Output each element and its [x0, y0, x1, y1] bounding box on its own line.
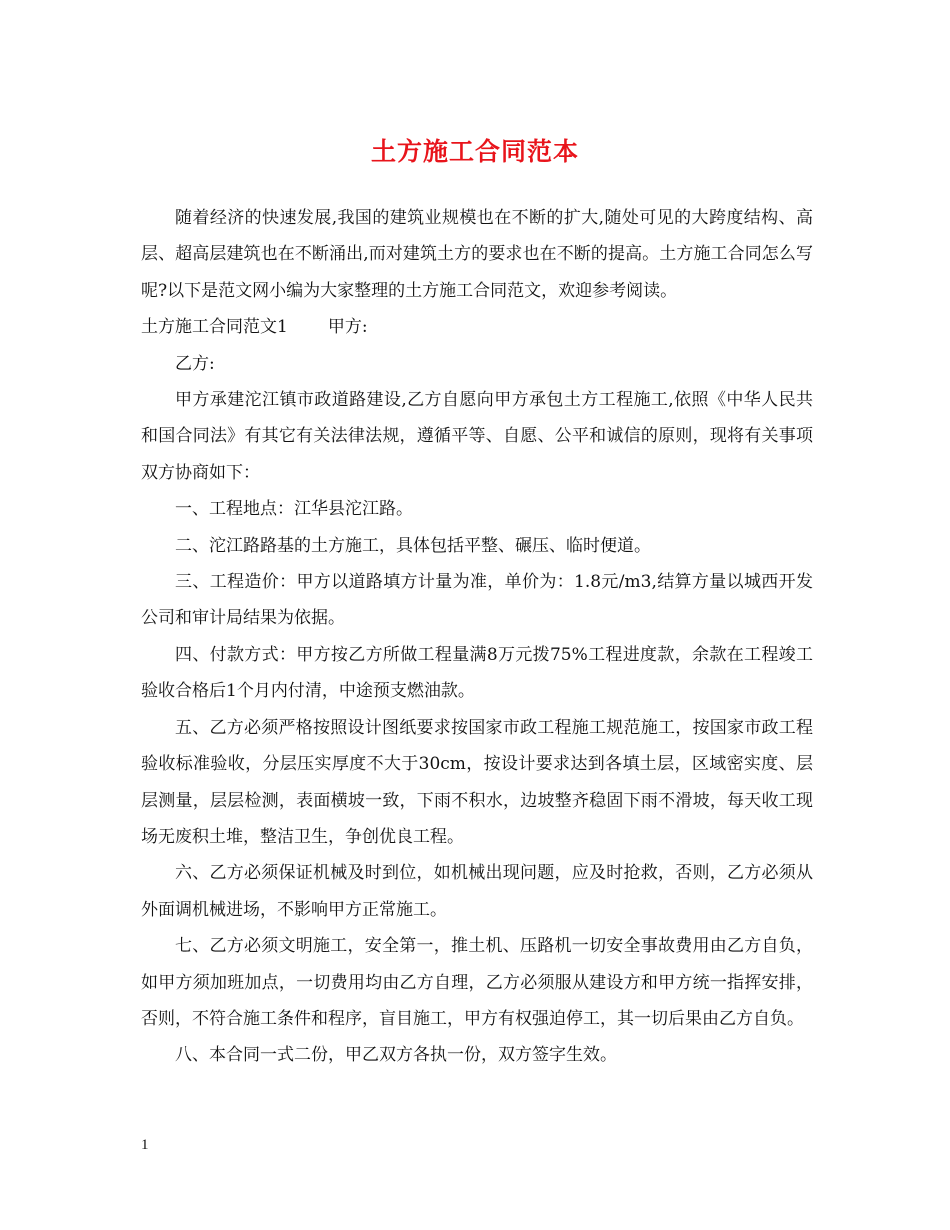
clause-2: 二、沱江路路基的土方施工，具体包括平整、碾压、临时便道。 — [175, 535, 651, 556]
party-a-label: 甲方: — [327, 317, 368, 338]
page-number: 1 — [141, 1137, 149, 1153]
clause-4: 四、付款方式：甲方按乙方所做工程量满8万元拨75%工程进度款，余款在工程竣工验收合格后1个月内付清，中途预支燃油款。 — [141, 644, 813, 702]
clause-6: 六、乙方必须保证机械及时到位，如机械出现问题，应及时抢救，否则，乙方必须从外面调机械进场，不影响甲方正常施工。 — [141, 863, 813, 920]
preamble-paragraph: 甲方承建沱江镇市政道路建设,乙方自愿向甲方承包土方工程施工,依照《中华人民共和国合同法》有其它有关法律法规，遵循平等、自愿、公平和诚信的原则，现将有关事项双方协商如下： — [141, 390, 813, 483]
sample-heading-line — [141, 309, 813, 345]
clause-8: 八、本合同一式二份，甲乙双方各执一份，双方签字生效。 — [175, 1045, 617, 1066]
document-title: 土方施工合同范本 — [370, 137, 579, 166]
clause-7: 七、乙方必须文明施工，安全第一，推土机、压路机一切安全事故费用由乙方自负，如甲方须加班加点，一切费用均由乙方自理，乙方必须服从建设方和甲方统一指挥安排，否则，不符合施工条件和程序，盲目施工，甲方有权强迫停工，其一切后果由乙方自负。 — [141, 936, 813, 1029]
clause-1: 一、工程地点：江华县沱江路。 — [175, 499, 413, 520]
clause-3: 三、工程造价：甲方以道路填方计量为准，单价为：1.8元/m3,结算方量以城西开发公司和审计局结果为依据。 — [141, 572, 813, 629]
party-b-label: 乙方: — [175, 353, 215, 374]
clause-5: 五、乙方必须严格按照设计图纸要求按国家市政工程施工规范施工，按国家市政工程验收标准验收，分层压实厚度不大于30cm，按设计要求达到各填土层，区域密实度、层层测量，层层检测，表面横坡一致，下雨不积水，边坡整齐稳固下雨不滑坡，每天收工现场无废积土堆，整洁卫生，争创优良工程。 — [141, 717, 813, 847]
sample-heading: 土方施工合同范文1 — [141, 317, 288, 338]
intro-paragraph: 随着经济的快速发展,我国的建筑业规模也在不断的扩大,随处可见的大跨度结构、高层、超高层建筑也在不断涌出,而对建筑土方的要求也在不断的提高。土方施工合同怎么写呢?以下是范文网小编为大家整理的土方施工合同范文，欢迎参考阅读。 — [141, 208, 813, 301]
document-body — [141, 200, 813, 1074]
